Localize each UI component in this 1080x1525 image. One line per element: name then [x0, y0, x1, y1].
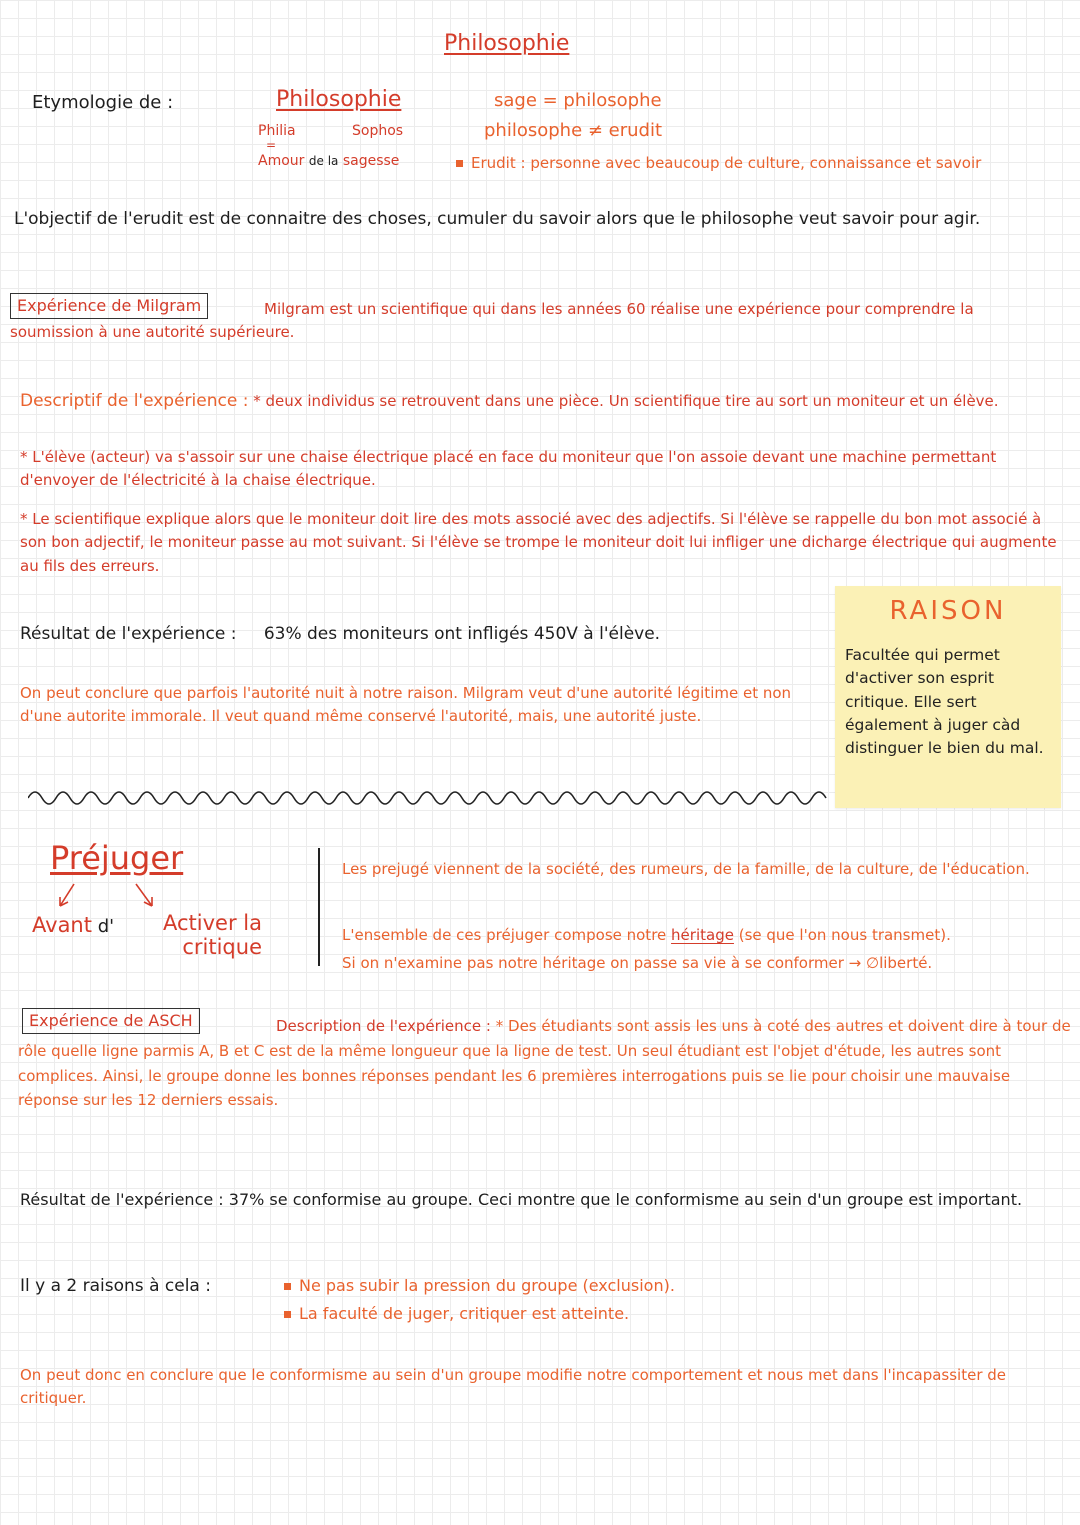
bullet-square-icon: [456, 160, 463, 167]
meaning-sagesse: sagesse: [342, 153, 400, 169]
erudit-definition: [456, 154, 981, 173]
raison-text: Facultée qui permet d'activer son esprit critique. Elle sert également à juger càd distinguer le bien du mal.: [845, 646, 1044, 757]
asch-result-text: 37% se conformise au groupe. Ceci montre que le conformisme au sein d'un groupe est important.: [228, 1190, 1023, 1209]
meaning-mid: de la: [308, 154, 339, 168]
raison-title: RAISON: [889, 596, 1007, 626]
milgram-result: [20, 624, 660, 645]
prejuger-line-2a: L'ensemble de ces préjuger compose notre: [342, 926, 667, 944]
asch-desc-label: Description de l'expérience :: [276, 1017, 491, 1035]
erudit-text: personne avec beaucoup de culture, connaissance et savoir: [530, 154, 982, 172]
prejuger-avant: Avant: [32, 913, 92, 937]
meaning-amour: Amour: [258, 153, 305, 169]
milgram-title: Expérience de Milgram: [10, 293, 208, 319]
prejuger-activer: Activer la critique: [163, 911, 262, 959]
bullet-square-icon: [284, 1283, 291, 1290]
prejuger-line-1: Les prejugé viennent de la société, des rumeurs, de la famille, de la culture, de l'éducation.: [342, 860, 1030, 878]
erudit-label: Erudit :: [471, 154, 526, 172]
etymology-part-philia: Philia: [258, 123, 296, 139]
prejuger-mid: d': [97, 916, 115, 937]
objective-text: L'objectif de l'erudit est de connaitre des choses, cumuler du savoir alors que le philosophe veut savoir pour agir.: [14, 209, 981, 229]
asch-desc-text: * Des étudiants sont assis les uns à coté des autres et doivent dire à tour de rôle quelle ligne parmis A, B et C est de la même longueur que la ligne de test. Un seul étudiant est l'objet d'étude, les autres sont complices. Ainsi, le groupe donne les bonnes réponses pendant les 6 premières interrogations puis se lie pour choisir une mauvaise réponse sur les 12 derniers essais.: [18, 1017, 1071, 1110]
wavy-separator: [28, 778, 834, 808]
etymology-word: Philosophie: [276, 87, 402, 112]
prejuger-divider: [318, 848, 320, 966]
milgram-desc-text: * deux individus se retrouvent dans une pièce. Un scientifique tire au sort un moniteur et un élève.: [253, 392, 999, 410]
etymology-equals: =: [266, 138, 277, 152]
milgram-result-label: Résultat de l'expérience :: [20, 624, 237, 644]
asch-reason-1-text: Ne pas subir la pression du groupe (exclusion).: [299, 1276, 675, 1295]
asch-reason-2: [284, 1304, 629, 1324]
asch-reasons-intro: Il y a 2 raisons à cela :: [20, 1276, 211, 1296]
milgram-result-text: 63% des moniteurs ont infligés 450V à l'élève.: [263, 624, 661, 644]
prejuger-line-2: [342, 926, 951, 945]
milgram-intro: Milgram est un scientifique qui dans les années 60 réalise une expérience pour comprendre la soumission à une autorité supérieure.: [10, 300, 974, 342]
asch-result-label: Résultat de l'expérience :: [20, 1190, 224, 1209]
philosophe-line: philosophe ≠ erudit: [484, 120, 663, 141]
etymology-label: Etymologie de :: [32, 92, 174, 113]
prejuger-sub: [32, 912, 114, 939]
prejuger-arrows-icon: [44, 880, 164, 912]
sage-line: sage = philosophe: [494, 90, 662, 111]
prejuger-title: Préjuger: [50, 839, 184, 877]
asch-result: [20, 1188, 1074, 1213]
raison-note: [835, 586, 1061, 808]
prejuger-line-3: Si on n'examine pas notre héritage on passe sa vie à se conformer → ∅liberté.: [342, 954, 933, 972]
asch-description: [18, 1014, 1072, 1113]
etymology-part-sophos: Sophos: [352, 123, 404, 139]
page-title: Philosophie: [444, 31, 570, 56]
asch-reason-1: [284, 1276, 675, 1296]
milgram-description: [20, 388, 1060, 414]
asch-reason-2-text: La faculté de juger, critiquer est atteinte.: [299, 1304, 630, 1323]
prejuger-heritage: héritage: [671, 926, 734, 944]
etymology-meaning: [258, 153, 399, 171]
milgram-paragraph-2: * L'élève (acteur) va s'assoir sur une chaise électrique placé en face du moniteur que l'on assoie devant une machine permettant d'envoyer de l'électricité à la chaise électrique.: [20, 448, 997, 490]
prejuger-line-2c: (se que l'on nous transmet).: [738, 926, 951, 944]
asch-conclusion: On peut donc en conclure que le conformisme au sein d'un groupe modifie notre comportement et nous met dans l'incapassiter de critiquer.: [20, 1366, 1007, 1408]
milgram-paragraph-3: * Le scientifique explique alors que le moniteur doit lire des mots associé avec des adjectifs. Si l'élève se rappelle du bon mot associé à son bon adjectif, le moniteur passe au mot suivant. Si l'élève se trompe le moniteur doit lui infliger une dicharge électrique qui augmente au fils des erreurs.: [20, 510, 1057, 575]
milgram-conclusion: On peut conclure que parfois l'autorité nuit à notre raison. Milgram veut d'une autorité légitime et non d'une autorite immorale. Il veut quand même conservé l'autorité, mais, une autorité juste.: [20, 684, 792, 726]
asch-title: Expérience de ASCH: [22, 1008, 200, 1034]
milgram-desc-label: Descriptif de l'expérience :: [20, 391, 249, 411]
bullet-square-icon: [284, 1311, 291, 1318]
